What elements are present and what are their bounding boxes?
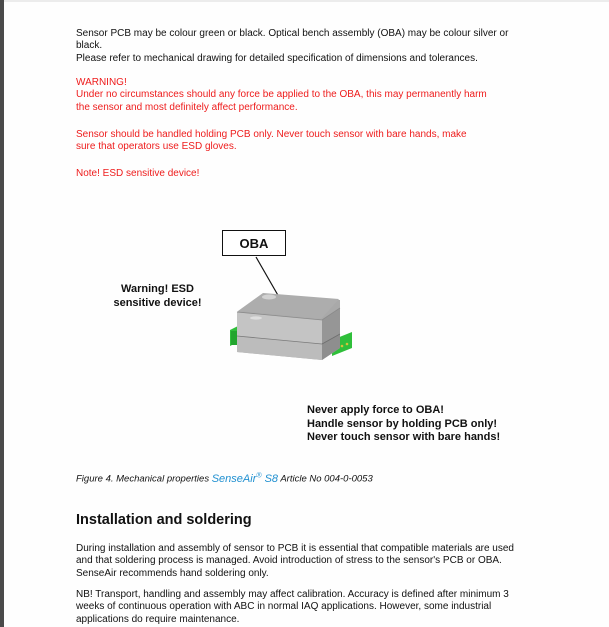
intro-line: Please refer to mechanical drawing for detailed specification of dimensions and tolerances. <box>76 52 478 64</box>
oba-callout-label: OBA <box>239 235 269 251</box>
paragraph-line: SenseAir recommends hand soldering only. <box>76 567 269 579</box>
paragraph-line: applications do require maintenance. <box>76 613 240 625</box>
esd-note-text: Note! ESD sensitive device! <box>76 168 200 179</box>
model-name: S8 <box>261 472 279 485</box>
paragraph-line: weeks of continuous operation with ABC in normal IAQ applications. However, some industrial <box>76 601 492 613</box>
paragraph-line: and that soldering process is managed. Avoid introduction of stress to the sensor's PCB or OBA. <box>76 555 502 567</box>
intro-line: Sensor PCB may be colour green or black. Optical bench assembly (OBA) may be colour silver or <box>76 28 509 39</box>
section-heading: Installation and soldering <box>76 512 252 528</box>
esd-warning-label <box>105 282 210 310</box>
handling-rule: Never touch sensor with bare hands! <box>307 431 501 443</box>
intro-line: black. <box>76 40 103 52</box>
installation-paragraph <box>76 543 576 580</box>
esd-warning-line: sensitive device! <box>113 297 202 309</box>
paragraph-line: During installation and assembly of sensor to PCB it is essential that compatible materials are used <box>76 543 514 554</box>
warning-line: Sensor should be handled holding PCB only. Never touch sensor with bare hands, make <box>76 129 467 140</box>
registered-mark: ® <box>256 472 262 479</box>
warning-title: WARNING! <box>76 77 127 88</box>
handling-rules <box>307 404 500 445</box>
caption-brand <box>212 473 278 485</box>
caption-prefix: Figure 4. Mechanical properties <box>76 473 212 485</box>
brand-name: SenseAir <box>211 472 257 485</box>
paragraph-line: NB! Transport, handling and assembly may affect calibration. Accuracy is defined after minimum 3 <box>76 589 509 600</box>
handling-rule: Handle sensor by holding PCB only! <box>307 417 498 430</box>
caption-suffix: Article No 004-0-0053 <box>278 473 373 485</box>
calibration-note <box>76 589 576 626</box>
esd-warning-line: Warning! ESD <box>121 283 194 295</box>
warning-line: the sensor and most definitely affect performance. <box>76 101 298 113</box>
handling-rule: Never apply force to OBA! <box>307 404 444 416</box>
warning-line: sure that operators use ESD gloves. <box>76 141 237 153</box>
figure-caption <box>76 472 373 485</box>
warning-line: Under no circumstances should any force be applied to the OBA, this may permanently harm <box>76 89 487 101</box>
